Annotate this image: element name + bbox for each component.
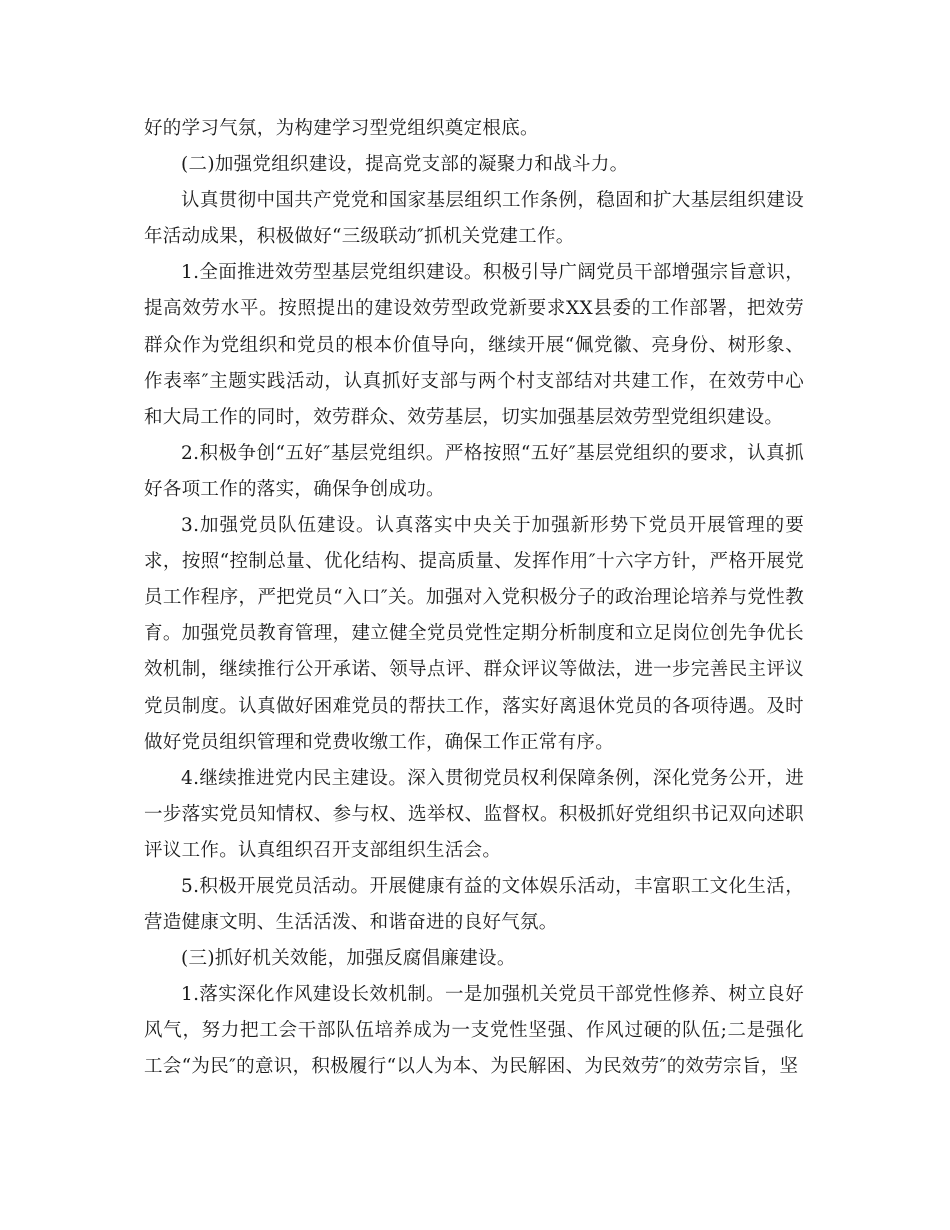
paragraph-item-2: 2.积极争创“五好″基层党组织。严格按照“五好″基层党组织的要求，认真抓好各项工作的落实，确保争创成功。 — [144, 442, 804, 500]
paragraph-item-1: 1.全面推进效劳型基层党组织建设。积极引导广阔党员干部增强宗旨意识，提高效劳水平。按照提出的建设效劳型政党新要求XX县委的工作部署，把效劳群众作为党组织和党员的根本价值导向，继续开展“佩党徽、亮身份、树形象、作表率″主题实践活动，认真抓好支部与两个村支部结对共建工作，在效劳中心和大局工作的同时，效劳群众、效劳基层，切实加强基层效劳型党组织建设。 — [144, 262, 804, 428]
paragraph-item-4: 4.继续推进党内民主建设。深入贯彻党员权利保障条例，深化党务公开，进一步落实党员知情权、参与权、选举权、监督权。积极抓好党组织书记双向述职评议工作。认真组织召开支部组织生活会。 — [144, 767, 804, 861]
document-body — [144, 111, 804, 1086]
paragraph-item-1-section-three: 1.落实深化作风建设长效机制。一是加强机关党员干部党性修养、树立良好风气，努力把工会干部队伍培养成为一支党性坚强、作风过硬的队伍;二是强化工会“为民″的意识，积极履行“以人为本、为民解困、为民效劳″的效劳宗旨，坚 — [144, 984, 804, 1078]
section-heading-three: (三)抓好机关效能，加强反腐倡廉建设。 — [181, 948, 516, 970]
paragraph-item-3: 3.加强党员队伍建设。认真落实中央关于加强新形势下党员开展管理的要求，按照“控制总量、优化结构、提高质量、发挥作用″十六字方针，严格开展党员工作程序，严把党员“入口″关。加强对入党积极分子的政治理论培养与党性教育。加强党员教育管理，建立健全党员党性定期分析制度和立足岗位创先争优长效机制，继续推行公开承诺、领导点评、群众评议等做法，进一步完善民主评议党员制度。认真做好困难党员的帮扶工作，落实好离退休党员的各项待遇。及时做好党员组织管理和党费收缴工作，确保工作正常有序。 — [144, 515, 804, 753]
paragraph-item-5: 5.积极开展党员活动。开展健康有益的文体娱乐活动，丰富职工文化生活，营造健康文明、生活活泼、和谐奋进的良好气氛。 — [144, 875, 804, 934]
paragraph-continuation: 好的学习气氛，为构建学习型党组织奠定根底。 — [144, 118, 539, 139]
paragraph-intro: 认真贯彻中国共产党党和国家基层组织工作条例，稳固和扩大基层组织建设年活动成果，积极做好“三级联动″抓机关党建工作。 — [144, 190, 804, 248]
section-heading-two: (二)加强党组织建设，提高党支部的凝聚力和战斗力。 — [181, 154, 629, 176]
